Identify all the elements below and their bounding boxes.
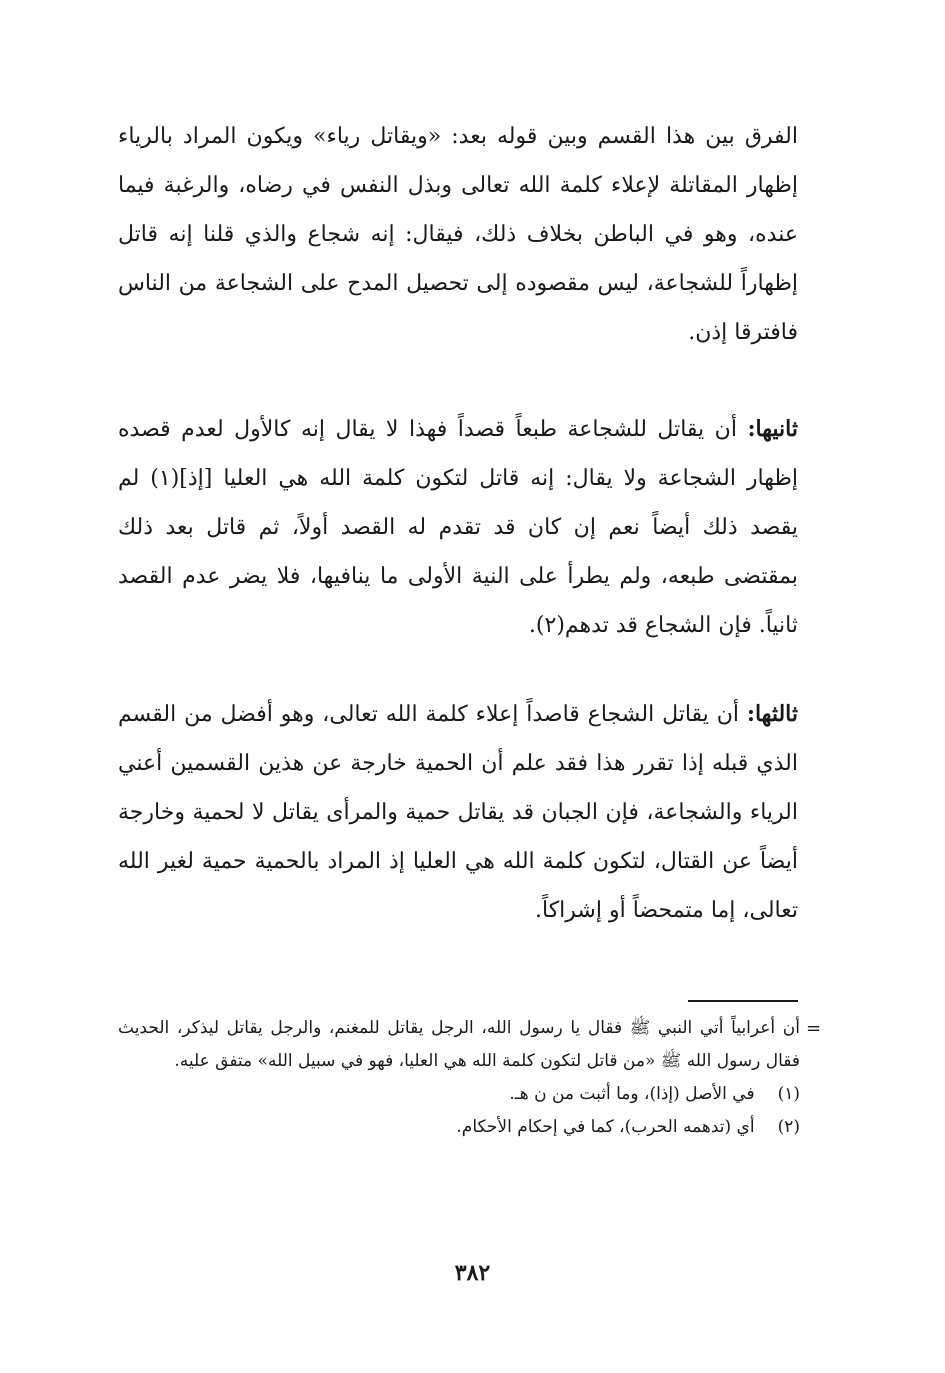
footnote-continuation: أن أعرابياً أتي النبي ﷺ فقال يا رسول الله، الرجل يقاتل للمغنم، والرجل يقاتل ليذكر، الحديث فقال رسول الله ﷺ «من قاتل لتكون كلمة الله هي العليا، فهو في سبيل الله» متفق عليه.	[118, 1018, 800, 1071]
footnote-2-text: أي (تدهمه الحرب)، كما في إحكام الأحكام.	[456, 1117, 755, 1137]
footnote-1	[118, 1078, 800, 1111]
paragraph-2-text: أن يقاتل للشجاعة طبعاً قصداً فهذا لا يقال إنه كالأول لعدم قصده إظهار الشجاعة ولا يقال: إنه قاتل لتكون كلمة الله هي العليا [إذ](١) لم يقصد ذلك أيضاً نعم إن كان قد تقدم له القصد أولاً، ثم قاتل بعد ذلك بمقتضى طبعه، ولم يطرأ على النية الأولى ما ينافيها، فلا يضر عدم القصد ثانياً. فإن الشجاع قد تدهم(٢).	[118, 417, 798, 638]
footnote-1-text: في الأصل (إذا)، وما أثبت من ن هـ.	[509, 1084, 755, 1104]
body-paragraph-2	[118, 405, 798, 650]
footnote-2-number: (٢)	[777, 1117, 800, 1137]
body-paragraph-3	[118, 690, 798, 935]
footnote-1-number: (١)	[777, 1084, 800, 1104]
paragraph-3-text: أن يقاتل الشجاع قاصداً إعلاء كلمة الله تعالى، وهو أفضل من القسم الذي قبله إذا تقرر هذا فقد علم أن الحمية خارجة عن هذين القسمين أعني الرياء والشجاعة، فإن الجبان قد يقاتل حمية والمرأى يقاتل لا لحمية وخارجة أيضاً عن القتال، لتكون كلمة الله هي العليا إذ المراد بالحمية حمية لغير الله تعالى، إما متمحضاً أو إشراكاً.	[118, 702, 799, 923]
footnote-2	[118, 1111, 800, 1144]
body-paragraph-1	[118, 112, 798, 357]
footnote-continuation-mark: =	[806, 1018, 822, 1039]
footnote-divider	[688, 1000, 798, 1002]
page-number: ٣٨٢	[454, 1260, 491, 1286]
paragraph-2-lead: ثانيها:	[747, 416, 798, 442]
footnotes	[118, 1012, 800, 1144]
paragraph-1-text: الفرق بين هذا القسم وبين قوله بعد: «ويقاتل رياء» ويكون المراد بالرياء إظهار المقاتلة لإعلاء كلمة الله تعالى وبذل النفس في رضاه، والرغبة فيما عنده، وهو في الباطن بخلاف ذلك، فيقال: إنه شجاع والذي قلنا إنه قاتل إظهاراً للشجاعة، ليس مقصوده إلى تحصيل المدح على الشجاعة من الناس فافترقا إذن.	[118, 124, 798, 345]
paragraph-3-lead: ثالثها:	[746, 701, 798, 727]
